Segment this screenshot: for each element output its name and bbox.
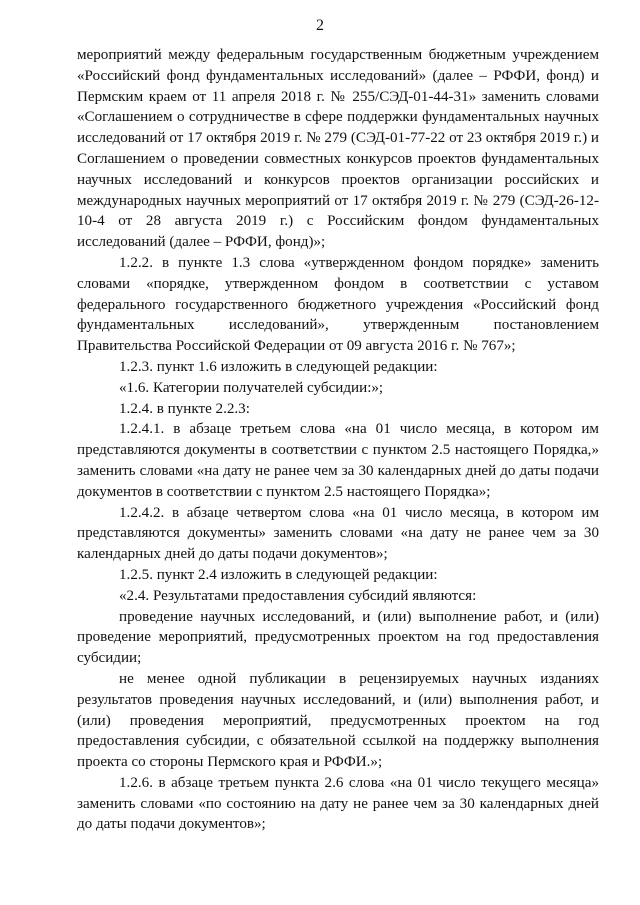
- paragraph-continuation: мероприятий между федеральным государственным бюджетным учреждением «Российский фонд фундаментальных исследований» (далее – РФФИ, фонд) и Пермским краем от 11 апреля 2018 г. № 255/СЭД-01-44-31» заменить словами «Соглашением о сотрудничестве в сфере поддержки фундаментальных научных исследований от 17 октября 2019 г. № 279 (СЭД-01-77-22 от 23 октября 2019 г.) и Соглашением о проведении совместных конкурсов проектов фундаментальных научных исследований и конкурсов проектов организации российских и международных научных мероприятий от 17 октября 2019 г. № 279 (СЭД-26-12-10-4 от 28 августа 2019 г.) с Российским фондом фундаментальных исследований (далее – РФФИ, фонд)»;: [77, 47, 599, 251]
- paragraph-1-2-4-1: 1.2.4.1. в абзаце третьем слова «на 01 число месяца, в котором им представляются документы в соответствии с пунктом 2.5 настоящего Порядка,» заменить словами «на дату не ранее чем за 30 календарных дней до даты подачи документов в соответствии с пунктом 2.5 настоящего Порядка»;: [77, 421, 599, 500]
- document-body: [77, 45, 599, 835]
- paragraph-2-4-quote: «2.4. Результатами предоставления субсидий являются:: [119, 587, 477, 604]
- paragraph-1-2-2: 1.2.2. в пункте 1.3 слова «утвержденном фондом порядке» заменить словами «порядке, утвержденном фондом в соответствии с уставом федерального государственного бюджетного учреждения «Российский фонд фундаментальных исследований», утвержденным постановлением Правительства Российской Федерации от 09 августа 2016 г. № 767»;: [77, 254, 599, 355]
- page-number: 2: [316, 17, 324, 34]
- paragraph-1-2-5: 1.2.5. пункт 2.4 изложить в следующей редакции:: [119, 566, 438, 583]
- paragraph-1-2-4: 1.2.4. в пункте 2.2.3:: [119, 400, 250, 417]
- paragraph-results-research: проведение научных исследований, и (или) выполнение работ, и (или) проведение мероприятий, предусмотренных проектом на год предоставления субсидии;: [77, 608, 599, 667]
- paragraph-1-2-6: 1.2.6. в абзаце третьем пункта 2.6 слова «на 01 число текущего месяца» заменить словами «по состоянию на дату не ранее чем за 30 календарных дней до даты подачи документов»;: [77, 774, 599, 833]
- paragraph-1-2-4-2: 1.2.4.2. в абзаце четвертом слова «на 01 число месяца, в котором им представляются документы» заменить словами «на дату не ранее чем за 30 календарных дней до даты подачи документов»;: [77, 504, 599, 563]
- paragraph-1-2-3: 1.2.3. пункт 1.6 изложить в следующей редакции:: [119, 358, 438, 375]
- paragraph-1-6-quote: «1.6. Категории получателей субсидии:»;: [119, 379, 384, 396]
- paragraph-results-publication: не менее одной публикации в рецензируемых научных изданиях результатов проведения научных исследований, и (или) выполнения работ, и (или) проведения мероприятий, предусмотренных проектом на год предоставления субсидии, с обязательной ссылкой на поддержку выполнения проекта со стороны Пермского края и РФФИ.»;: [77, 670, 599, 771]
